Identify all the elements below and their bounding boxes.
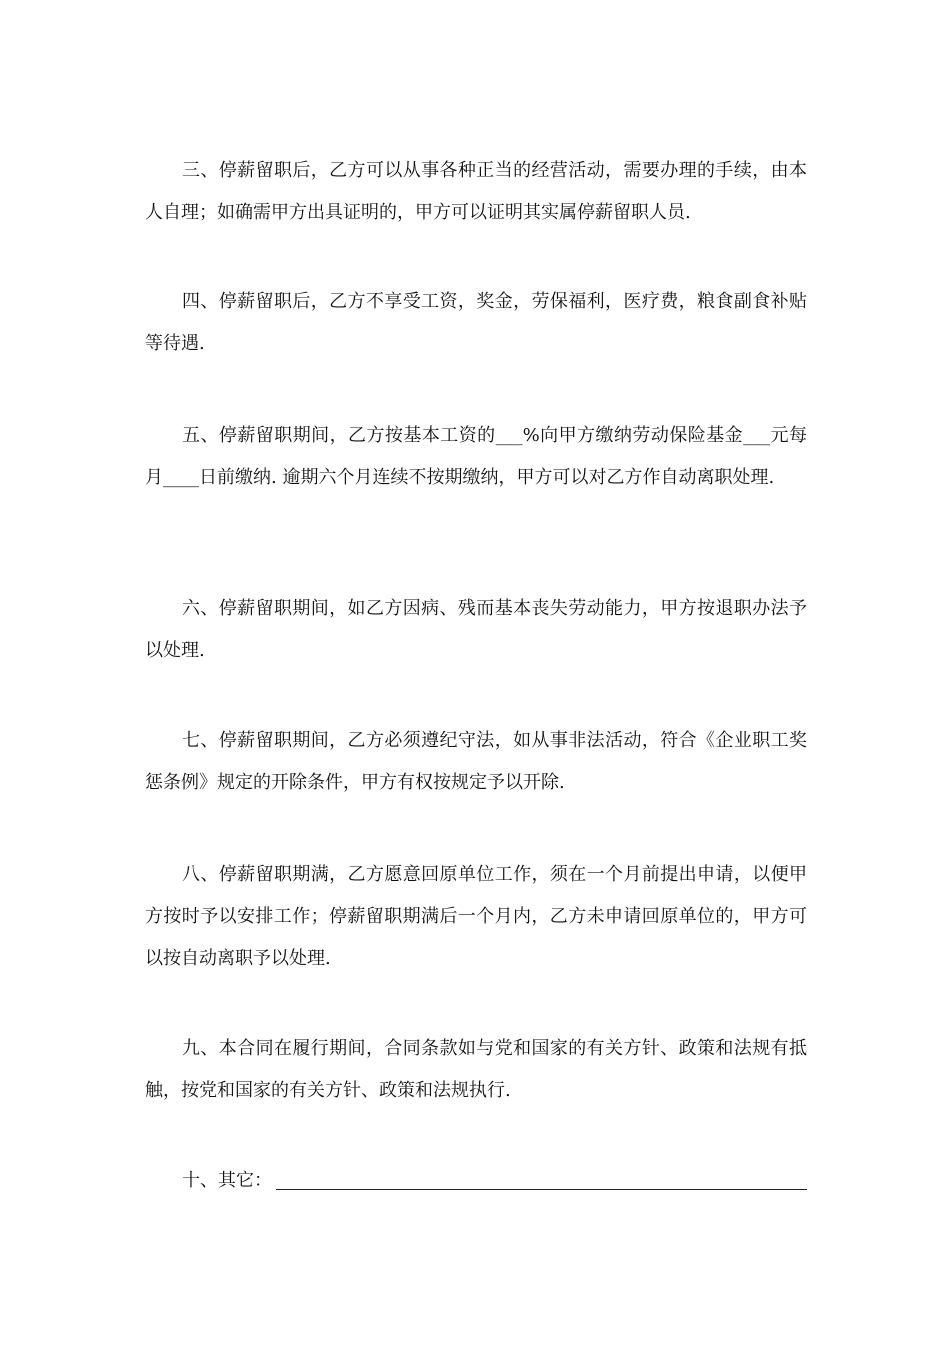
clause-10 — [145, 1160, 807, 1202]
clause-8: 八、停薪留职期满，乙方愿意回原单位工作，须在一个月前提出申请，以便甲方按时予以安排工作；停薪留职期满后一个月内，乙方未申请回原单位的，甲方可以按自动离职予以处理. — [145, 864, 807, 969]
other-terms-blank-line — [276, 1167, 807, 1190]
clause-7: 七、停薪留职期间，乙方必须遵纪守法，如从事非法活动，符合《企业职工奖惩条例》规定的开除条件，甲方有权按规定予以开除. — [145, 730, 807, 793]
clause-5: 五、停薪留职期间，乙方按基本工资的___%向甲方缴纳劳动保险基金___元每月____日前缴纳. 逾期六个月连续不按期缴纳，甲方可以对乙方作自动离职处理. — [145, 425, 807, 488]
clause-4: 四、停薪留职后，乙方不享受工资，奖金，劳保福利，医疗费，粮食副食补贴等待遇. — [145, 291, 807, 354]
clause-6: 六、停薪留职期间，如乙方因病、残而基本丧失劳动能力，甲方按退职办法予以处理. — [145, 598, 807, 661]
clause-10-label: 十、其它： — [182, 1170, 272, 1191]
clause-9: 九、本合同在履行期间，合同条款如与党和国家的有关方针、政策和法规有抵触，按党和国家的有关方针、政策和法规执行. — [145, 1038, 807, 1101]
clause-3: 三、停薪留职后，乙方可以从事各种正当的经营活动，需要办理的手续，由本人自理；如确需甲方出具证明的，甲方可以证明其实属停薪留职人员. — [145, 160, 807, 223]
